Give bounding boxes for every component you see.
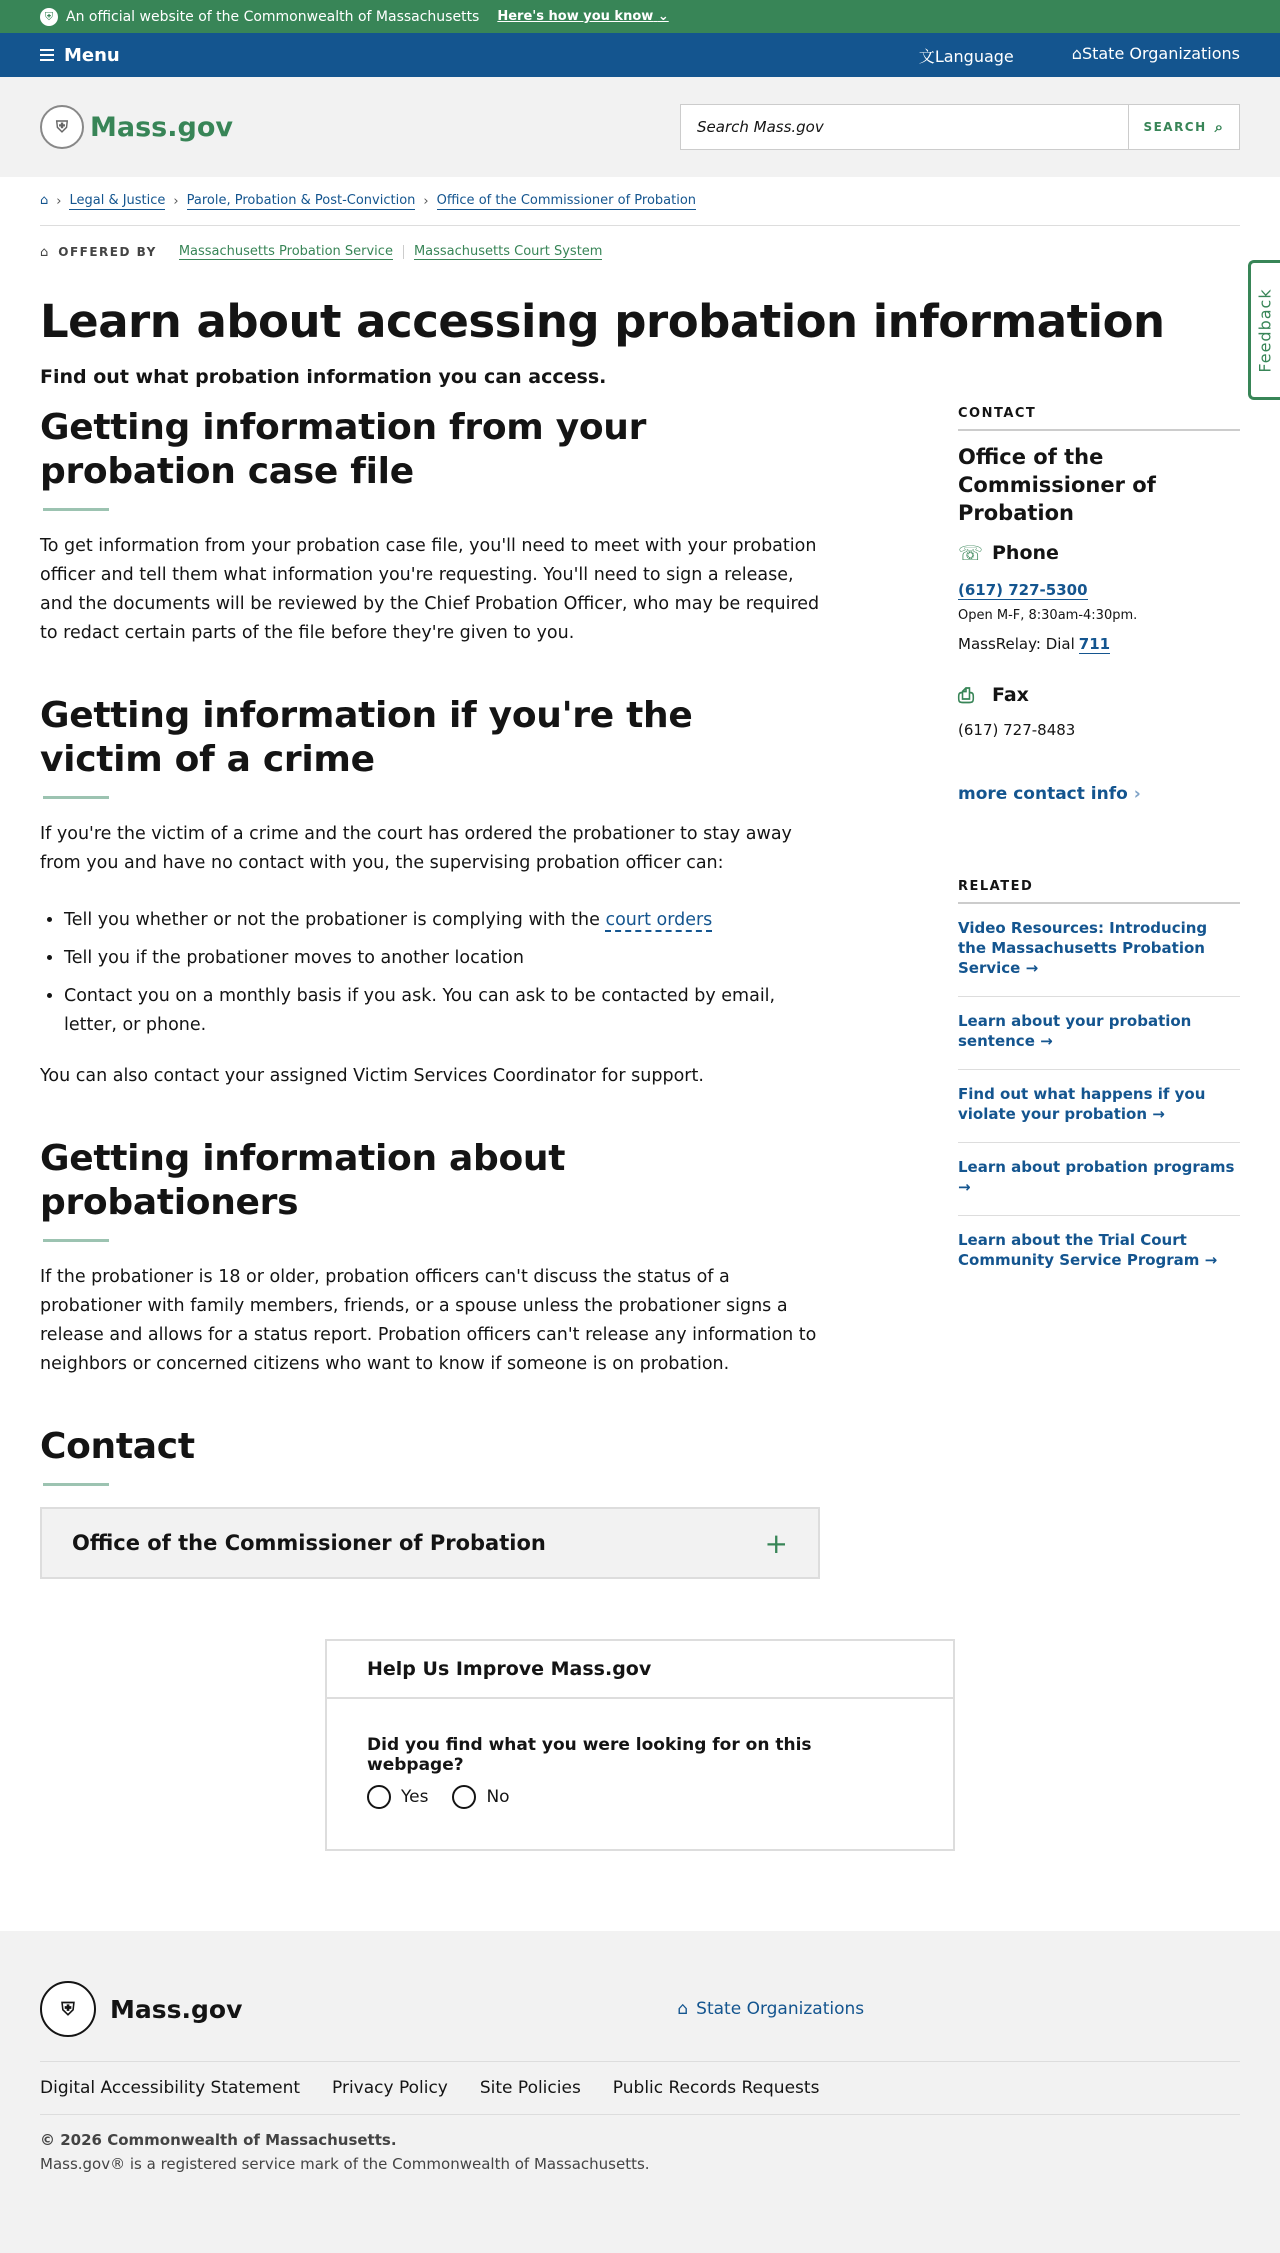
relay-text: MassRelay: Dial	[958, 635, 1075, 653]
copyright: © 2026 Commonwealth of Massachusetts.	[40, 2131, 397, 2149]
relay-link[interactable]: 711	[1078, 635, 1111, 653]
section-heading: Getting information if you're the victim of a crime	[40, 695, 693, 780]
building-icon: ⌂	[40, 244, 49, 260]
official-banner	[0, 0, 1280, 33]
offered-by: ⌂ OFFERED BY Massachusetts Probation Service Massachusetts Court System	[40, 244, 603, 260]
radio-yes	[367, 1785, 391, 1809]
main-content	[40, 406, 820, 1579]
related-link[interactable]: Learn about your probation sentence →	[958, 997, 1240, 1070]
footer-logo[interactable]: ⛨ Mass.gov	[40, 1981, 242, 2037]
footer-state-organizations-link[interactable]: ⌂ State Organizations	[677, 1999, 865, 2019]
trademark: Mass.gov® is a registered service mark of the Commonwealth of Massachusetts.	[40, 2155, 650, 2173]
chevron-down-icon: ⌄	[657, 9, 669, 24]
list-item: • Tell you whether or not the probationer is complying with the court orders	[64, 906, 820, 935]
page-title: Learn about accessing probation information	[40, 295, 1165, 348]
feedback-survey	[325, 1639, 955, 1851]
more-contact-info-link[interactable]: more contact info ›	[958, 784, 1141, 804]
hours-text: Open M-F, 8:30am-4:30pm.	[958, 608, 1138, 623]
translate-icon: 文	[918, 46, 935, 66]
section-heading: Getting information from your probation case file	[40, 407, 647, 492]
search-button[interactable]: SEARCH ⌕	[1129, 105, 1239, 149]
section-body: To get information from your probation case file, you'll need to meet with your probation officer and tell them what information you're requesting. You'll need to sign a release, and the documents will be reviewed by the Chief Probation Officer, who may be required to redact certain parts of the file before they're given to you.	[40, 536, 820, 643]
section-heading: Getting information about probationers	[40, 1138, 566, 1223]
related-link[interactable]: Find out what happens if you violate your probation →	[958, 1070, 1240, 1143]
language-button[interactable]: 文Language	[918, 46, 1014, 66]
site-footer	[0, 1931, 1280, 2253]
contact-org-name: Office of the Commissioner of Probation	[958, 445, 1156, 525]
official-text: An official website of the Commonwealth of Massachusetts	[66, 8, 480, 25]
footer-link-site-policies[interactable]: Site Policies	[479, 2078, 581, 2098]
survey-question: Did you find what you were looking for on this webpage?	[367, 1735, 812, 1775]
section-case-file	[40, 406, 820, 648]
contact-label: CONTACT	[958, 406, 1240, 431]
building-icon: ⌂	[677, 1999, 689, 2019]
list-item: • Contact you on a monthly basis if you ask. You can ask to be contacted by email, letter, or phone.	[64, 982, 820, 1040]
building-icon: ⌂	[1071, 43, 1082, 63]
breadcrumb-legal-justice[interactable]: Legal & Justice	[69, 192, 166, 208]
heres-how-you-know-link[interactable]: Here's how you know ⌄	[497, 9, 669, 24]
home-icon[interactable]: ⌂	[40, 193, 49, 208]
section-contact	[40, 1425, 820, 1579]
radio-no	[452, 1785, 476, 1809]
survey-title: Help Us Improve Mass.gov	[327, 1641, 953, 1699]
state-organizations-button[interactable]: ⌂State Organizations	[1071, 43, 1240, 63]
menu-button[interactable]: Menu	[40, 45, 120, 66]
fax-heading: Fax	[992, 684, 1029, 706]
footer-links	[40, 2061, 1240, 2115]
page-subtitle: Find out what probation information you can access.	[40, 366, 607, 388]
site-header	[0, 77, 1280, 177]
menu-bar	[0, 33, 1280, 77]
survey-no-option[interactable]: No	[452, 1785, 509, 1809]
breadcrumb-parole-probation[interactable]: Parole, Probation & Post-Conviction	[186, 192, 416, 208]
survey-yes-option[interactable]: Yes	[367, 1785, 428, 1809]
breadcrumb: ⌂ › Legal & Justice › Parole, Probation & Post-Conviction › Office of the Commissioner of Probation	[40, 177, 1240, 226]
breadcrumb-commissioner[interactable]: Office of the Commissioner of Probation	[436, 192, 697, 208]
offered-by-probation-service[interactable]: Massachusetts Probation Service	[178, 244, 393, 259]
feedback-tab[interactable]: Feedback	[1248, 260, 1280, 400]
phone-heading: Phone	[992, 542, 1059, 564]
related-section	[958, 879, 1240, 1288]
mass-gov-logo[interactable]: ⛨ Mass.gov	[40, 105, 233, 149]
section-outro: You can also contact your assigned Victim Services Coordinator for support.	[40, 1066, 704, 1086]
footer-link-accessibility[interactable]: Digital Accessibility Statement	[40, 2078, 301, 2098]
search-form	[680, 104, 1240, 150]
contact-accordion[interactable]: Office of the Commissioner of Probation +	[40, 1507, 820, 1579]
fax-icon: ⎙	[958, 683, 974, 707]
footer-link-public-records[interactable]: Public Records Requests	[612, 2078, 820, 2098]
state-seal-icon: ⛨	[40, 1981, 96, 2037]
section-victim	[40, 694, 820, 1091]
section-intro: If you're the victim of a crime and the court has ordered the probationer to stay away from you and have no contact with you, the supervising probation officer can:	[40, 824, 792, 873]
section-heading: Contact	[40, 1426, 195, 1467]
related-link[interactable]: Learn about the Trial Court Community Service Program →	[958, 1231, 1218, 1269]
search-input[interactable]	[681, 105, 1129, 149]
victim-list	[64, 906, 820, 1040]
sidebar	[958, 406, 1240, 1579]
section-probationers	[40, 1137, 820, 1379]
court-orders-link[interactable]: court orders	[605, 910, 713, 930]
shield-icon: ⛨	[40, 8, 58, 26]
chevron-right-icon: ›	[1133, 784, 1141, 804]
offered-by-court-system[interactable]: Massachusetts Court System	[413, 244, 603, 259]
fax-number: (617) 727-8483	[958, 721, 1076, 739]
hamburger-icon	[40, 49, 54, 61]
phone-link[interactable]: (617) 727-5300	[958, 581, 1088, 599]
list-item: • Tell you if the probationer moves to another location	[64, 944, 820, 973]
search-icon: ⌕	[1214, 118, 1225, 136]
section-body: If the probationer is 18 or older, probation officers can't discuss the status of a probationer with family members, friends, or a spouse unless the probationer signs a release and allows for a status report. Probation officers can't release any information to neighbors or concerned citizens who want to know if someone is on probation.	[40, 1267, 817, 1374]
phone-icon: ☏	[958, 541, 984, 565]
plus-icon: +	[764, 1526, 788, 1560]
related-link[interactable]: Video Resources: Introducing the Massachusetts Probation Service →	[958, 904, 1240, 997]
state-seal-icon: ⛨	[40, 105, 84, 149]
related-label: RELATED	[958, 879, 1240, 904]
related-link[interactable]: Learn about probation programs →	[958, 1143, 1240, 1216]
footer-link-privacy[interactable]: Privacy Policy	[332, 2078, 448, 2098]
